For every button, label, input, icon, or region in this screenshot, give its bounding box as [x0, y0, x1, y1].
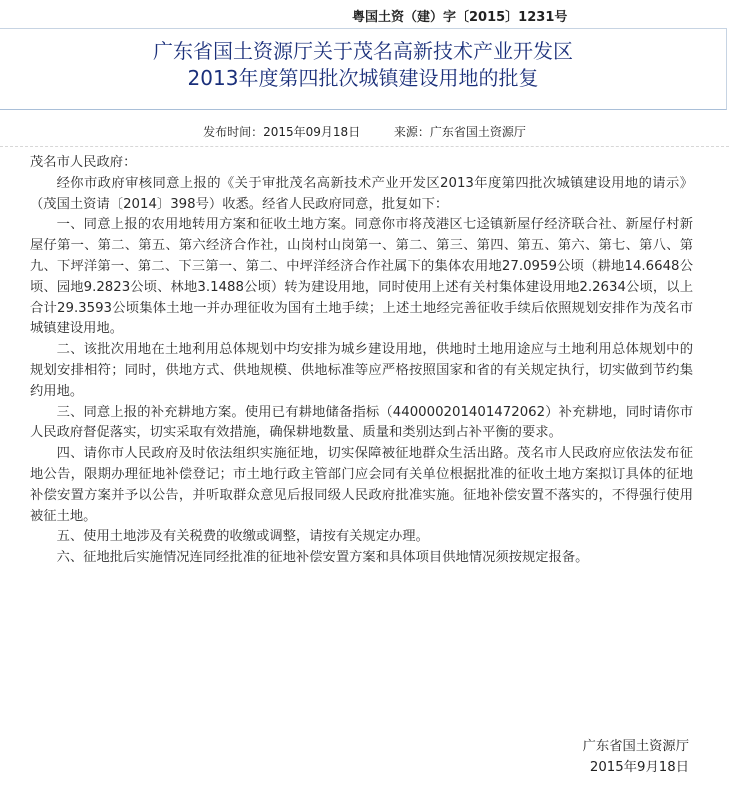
publish-time: 发布时间：2015年09月18日: [203, 125, 361, 139]
document-number: 粤国土资（建）字〔2015〕1231号: [352, 10, 568, 25]
paragraph-4: 四、请你市人民政府及时依法组织实施征地，切实保障被征地群众生活出路。茂名市人民政府应依法发布征地公告，限期办理征地补偿登记；市土地行政主管部门应会同有关单位根据批准的征收土地方案拟订具体的征地补偿安置方案并予以公告，并听取群众意见后报同级人民政府批准实施。征地补偿安置不落实的，不得强行使用被征土地。: [30, 446, 693, 524]
paragraph-1: 一、同意上报的农用地转用方案和征收土地方案。同意你市将茂港区七迳镇新屋仔经济联合社、新屋仔村新屋仔第一、第二、第五、第六经济合作社，山岗村山岗第一、第二、第三、第四、第五、第六、第七、第八、第九、下坪洋第一、第二、下三第一、第二、中坪洋经济合作社属下的集体农用地27.0959公顷（耕地14.6648公顷、园地9.2823公顷、林地3.1488公顷）转为建设用地，同时使用上述有关村集体建设用地2.2634公顷，以上合计29.3593公顷集体土地一并办理征收为国有土地手续；上述土地经完善征收手续后依照规划安排作为茂名市城镇建设用地。: [30, 217, 693, 337]
paragraph-2: 二、该批次用地在土地利用总体规划中均安排为城乡建设用地，供地时土地用途应与土地利用总体规划中的规划安排相符；同时，供地方式、供地规模、供地标准等应严格按照国家和省的有关规定执行，切实做到节约集约用地。: [30, 342, 693, 399]
title-line-1: 广东省国土资源厅关于茂名高新技术产业开发区: [153, 39, 573, 63]
paragraph-5: 五、使用土地涉及有关税费的收缴或调整，请按有关规定办理。: [56, 529, 429, 545]
page-title: [0, 29, 726, 92]
title-box: [0, 28, 727, 110]
paragraph-6: 六、征地批后实施情况连同经批准的征地补偿安置方案和具体项目供地情况须按规定报备。: [56, 550, 589, 566]
signature-block: [583, 736, 689, 778]
divider: [0, 146, 729, 147]
meta-bar: [0, 123, 729, 140]
title-line-2: 2013年度第四批次城镇建设用地的批复: [187, 66, 539, 90]
salutation: 茂名市人民政府：: [30, 155, 137, 170]
paragraph-intro: 经你市政府审核同意上报的《关于审批茂名高新技术产业开发区2013年度第四批次城镇建设用地的请示》（茂国土资请〔2014〕398号）收悉。经省人民政府同意，批复如下：: [30, 175, 693, 212]
signature-org: 广东省国土资源厅: [582, 739, 689, 754]
signature-date: 2015年9月18日: [589, 760, 689, 775]
document-body: [30, 153, 693, 569]
source: 来源：广东省国土资源厅: [393, 125, 526, 139]
paragraph-3: 三、同意上报的补充耕地方案。使用已有耕地储备指标（440000201401472062）补充耕地，同时请你市人民政府督促落实，切实采取有效措施，确保耕地数量、质量和类别达到占补平衡的要求。: [30, 404, 693, 441]
